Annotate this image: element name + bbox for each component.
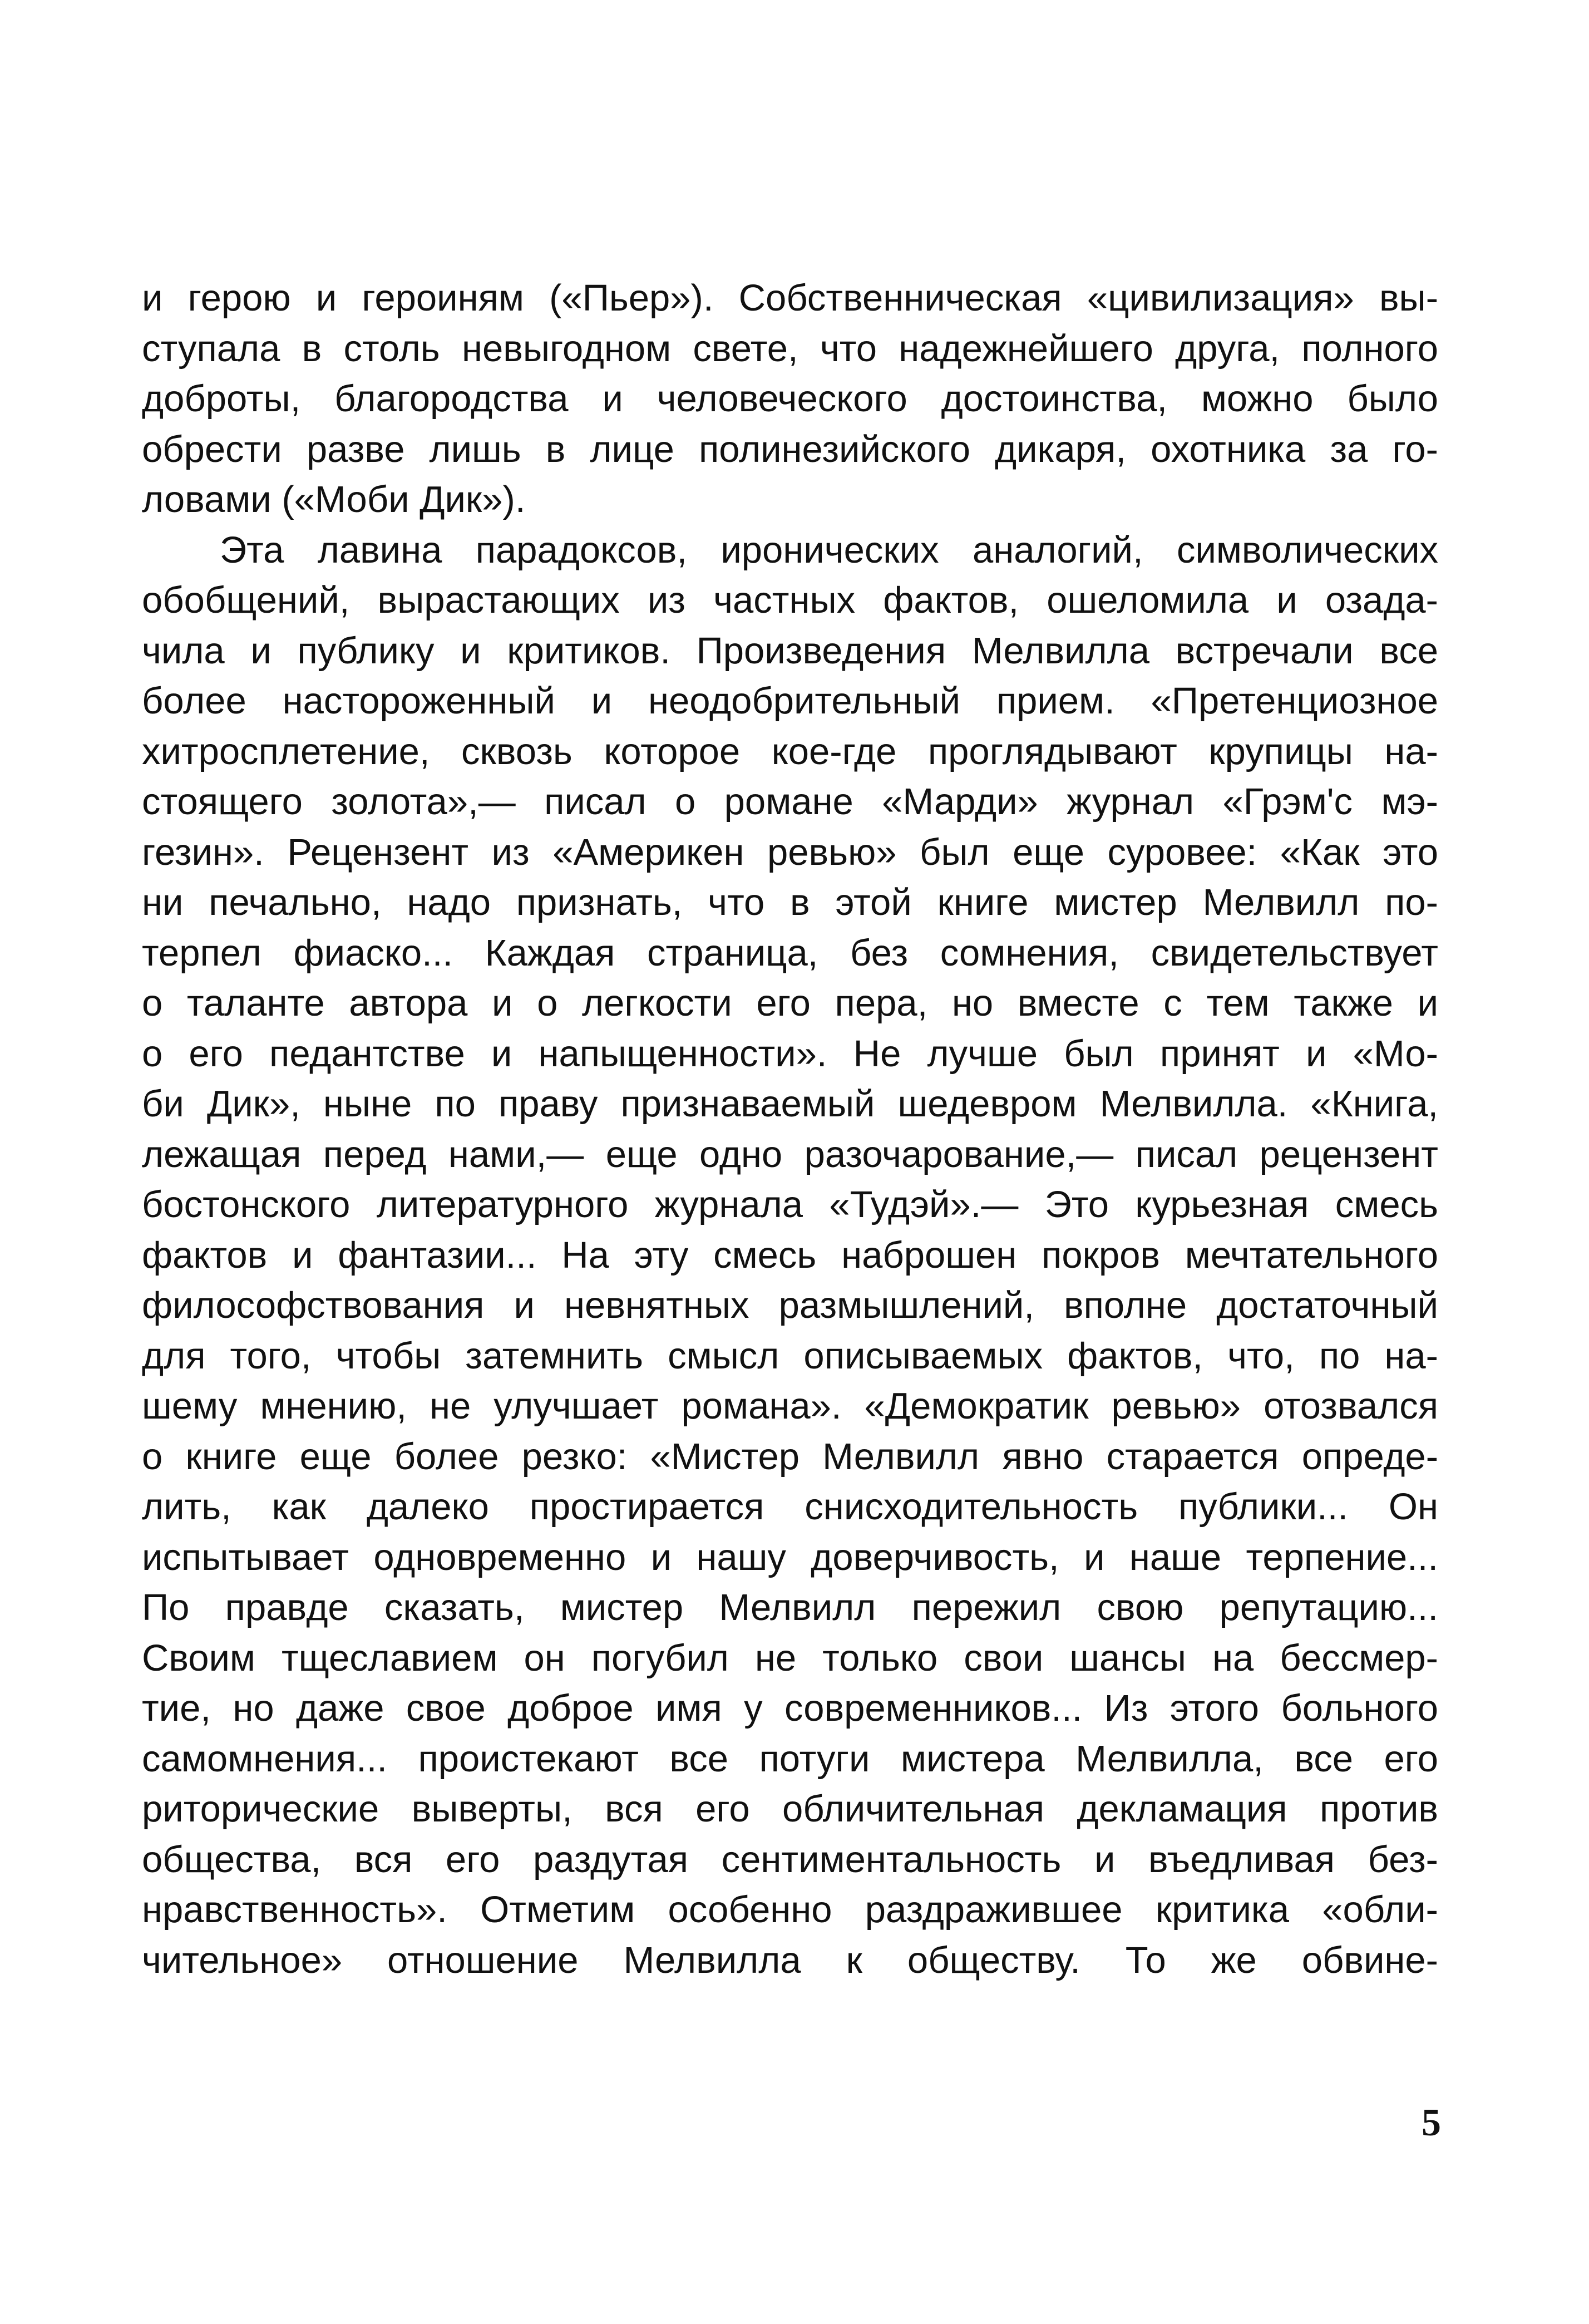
- text-line: и герою и героиням («Пьер»). Собственническая «цивилизация» вы-: [142, 277, 1438, 319]
- text-line: Своим тщеславием он погубил не только свои шансы на бессмер-: [142, 1637, 1438, 1679]
- text-line: риторические выверты, вся его обличительная декламация против: [142, 1788, 1438, 1830]
- text-line: хитросплетение, сквозь которое кое-где проглядывают крупицы на-: [142, 730, 1438, 772]
- text-line: более настороженный и неодобрительный прием. «Претенциозное: [142, 680, 1438, 722]
- text-line: Эта лавина парадоксов, иронических аналогий, символических: [220, 529, 1438, 571]
- text-line: би Дик», ныне по праву признаваемый шедевром Мелвилла. «Книга,: [142, 1083, 1438, 1125]
- page-number: 5: [1422, 2101, 1441, 2144]
- text-line: о его педантстве и напыщенности». Не лучше был принят и «Мо-: [142, 1032, 1438, 1075]
- text-line: лить, как далеко простирается снисходительность публики... Он: [142, 1486, 1438, 1528]
- text-line: ловами («Моби Дик»).: [142, 479, 526, 520]
- text-line: испытывает одновременно и нашу доверчивость, и наше терпение...: [142, 1536, 1438, 1578]
- text-line: о таланте автора и о легкости его пера, но вместе с тем также и: [142, 982, 1438, 1024]
- text-line: о книге еще более резко: «Мистер Мелвилл явно старается опреде-: [142, 1435, 1438, 1478]
- text-line: самомнения... проистекают все потуги мистера Мелвилла, все его: [142, 1737, 1438, 1780]
- text-line: лежащая перед нами,— еще одно разочарование,— писал рецензент: [142, 1133, 1438, 1175]
- text-line: гезин». Рецензент из «Америкен ревью» был еще суровее: «Как это: [142, 831, 1438, 873]
- text-line: тие, но даже свое доброе имя у современников... Из этого больного: [142, 1687, 1438, 1729]
- text-line: нравственность». Отметим особенно раздражившее критика «обли-: [142, 1889, 1438, 1931]
- text-line: философствования и невнятных размышлений, вполне достаточный: [142, 1284, 1438, 1326]
- body-text: [142, 273, 1438, 1986]
- text-line: терпел фиаско... Каждая страница, без сомнения, свидетельствует: [142, 932, 1438, 974]
- text-line: доброты, благородства и человеческого достоинства, можно было: [142, 378, 1438, 420]
- text-line: обобщений, вырастающих из частных фактов, ошеломила и озада-: [142, 579, 1438, 621]
- text-line: шему мнению, не улучшает романа». «Демократик ревью» отозвался: [142, 1385, 1438, 1427]
- text-line: ни печально, надо признать, что в этой книге мистер Мелвилл по-: [142, 882, 1438, 923]
- text-line: для того, чтобы затемнить смысл описываемых фактов, что, по на-: [142, 1335, 1438, 1377]
- text-line: стоящего золота»,— писал о романе «Марди» журнал «Грэм'с мэ-: [142, 781, 1438, 823]
- text-line: чила и публику и критиков. Произведения Мелвилла встречали все: [142, 629, 1438, 672]
- text-line: общества, вся его раздутая сентиментальность и въедливая без-: [142, 1838, 1438, 1880]
- text-line: По правде сказать, мистер Мелвилл пережил свою репутацию...: [142, 1587, 1438, 1628]
- text-line: бостонского литературного журнала «Тудэй».— Это курьезная смесь: [142, 1184, 1438, 1225]
- text-line: ступала в столь невыгодном свете, что надежнейшего друга, полного: [142, 327, 1438, 370]
- text-line: фактов и фантазии... На эту смесь наброшен покров мечтательного: [142, 1234, 1438, 1276]
- text-line: чительное» отношение Мелвилла к обществу. То же обвине-: [142, 1939, 1438, 1981]
- text-line: обрести разве лишь в лице полинезийского дикаря, охотника за го-: [142, 428, 1438, 470]
